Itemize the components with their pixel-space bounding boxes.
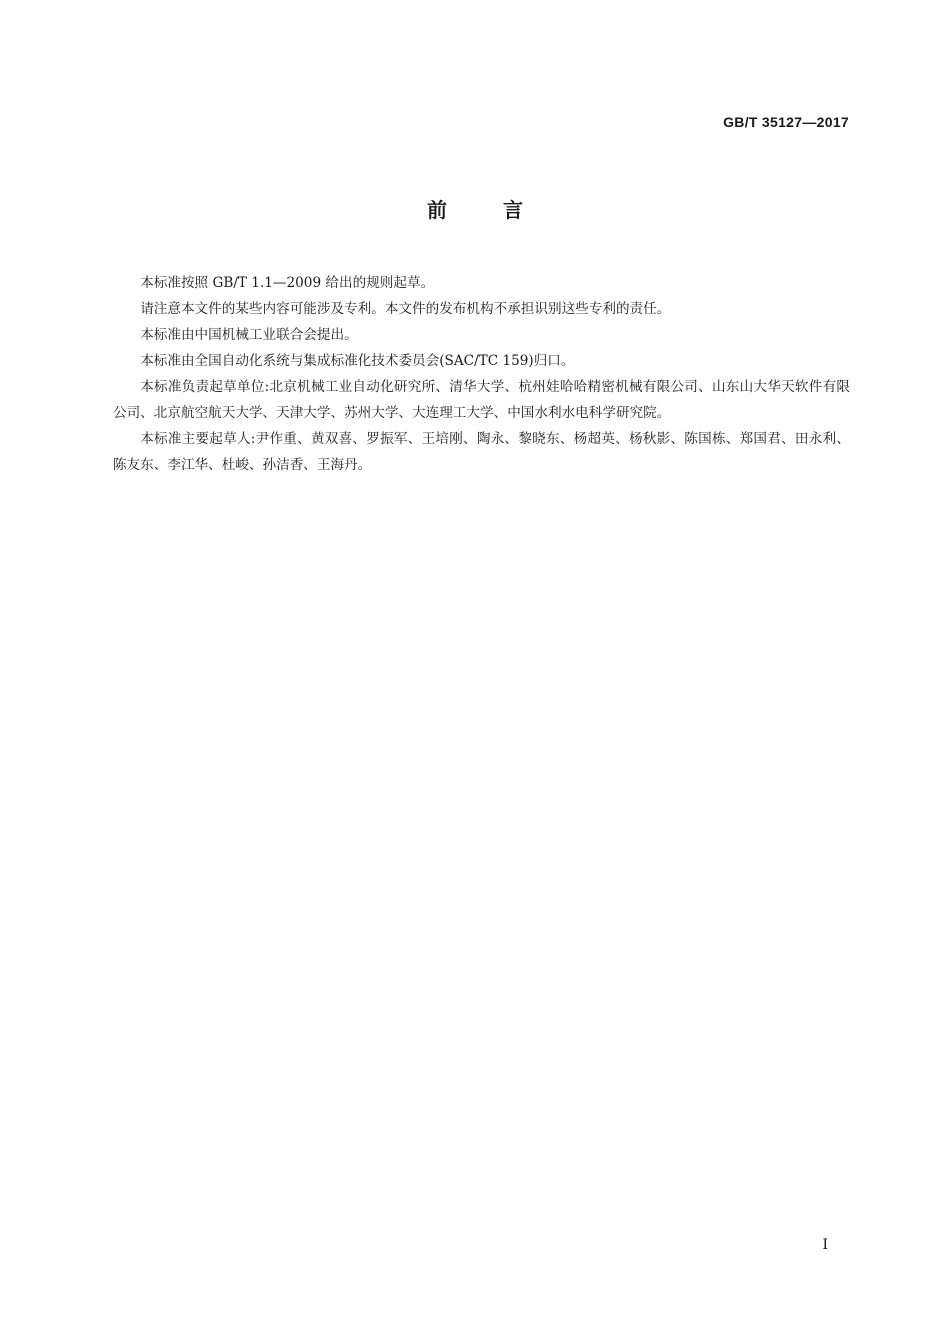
page-title-char-1: 前 (427, 198, 447, 222)
paragraph-drafting-rules: 本标准按照 GB/T 1.1—2009 给出的规则起草。 (140, 275, 435, 291)
page-title-char-2: 言 (503, 198, 523, 222)
page-number: I (822, 1237, 828, 1253)
paragraph-patent-notice: 请注意本文件的某些内容可能涉及专利。本文件的发布机构不承担识别这些专利的责任。 (140, 301, 671, 317)
standard-number: GB/T 35127—2017 (723, 114, 849, 130)
page-title (0, 196, 950, 224)
foreword-body (113, 270, 850, 478)
paragraph-drafting-organizations: 本标准负责起草单位:北京机械工业自动化研究所、清华大学、杭州娃哈哈精密机械有限公司、山东山大华天软件有限公司、北京航空航天大学、天津大学、苏州大学、大连理工大学、中国水利水电科学研究院。 (113, 379, 850, 421)
paragraph-administrator: 本标准由全国自动化系统与集成标准化技术委员会(SAC/TC 159)归口。 (140, 353, 575, 369)
paragraph-proposer: 本标准由中国机械工业联合会提出。 (140, 327, 358, 343)
paragraph-drafters: 本标准主要起草人:尹作重、黄双喜、罗振军、王培刚、陶永、黎晓东、杨超英、杨秋影、陈国栋、郑国君、田永利、陈友东、李江华、杜峻、孙洁香、王海丹。 (113, 431, 850, 473)
